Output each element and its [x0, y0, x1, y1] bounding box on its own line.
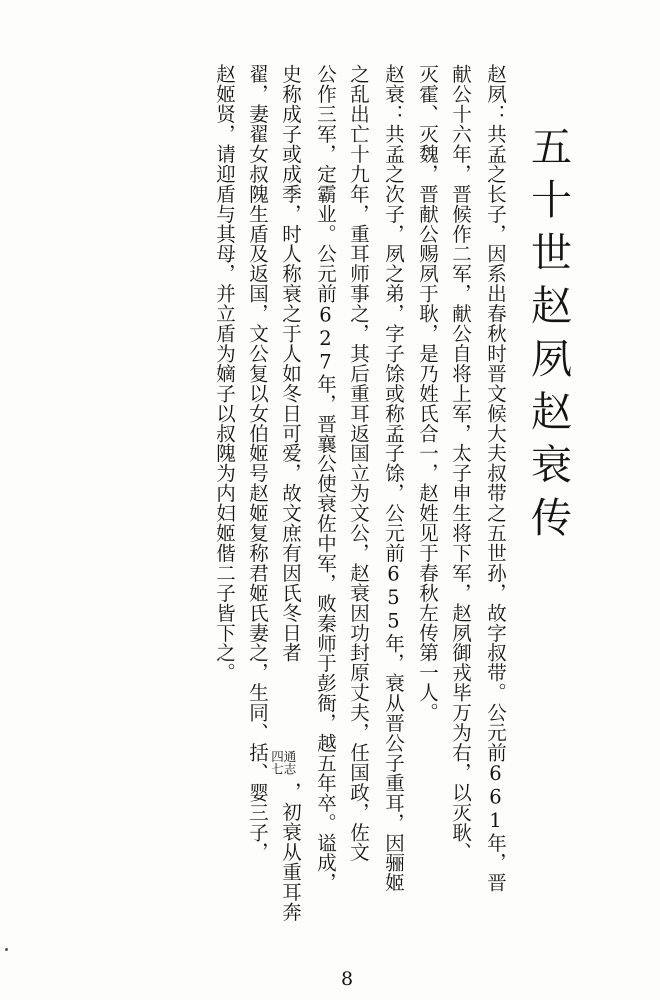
- page-number: 8: [340, 968, 354, 990]
- text-column-7-continuation: ，初衰从重耳奔: [279, 782, 302, 922]
- annotation-source-name: 通志: [282, 750, 297, 775]
- source-annotation: [269, 750, 295, 775]
- text-column-5: 之乱出亡十九年，重耳师事之，其后重耳返国立为文公，赵衰因功封原丈夫，任国政，佐文: [347, 64, 370, 862]
- page-title: 五十世赵夙赵衰传: [524, 125, 572, 549]
- text-column-1: 赵夙：共孟之长子，因系出春秋时晋文候大夫叔带之五世孙，故字叔带。公元前661年，晋: [484, 64, 507, 893]
- text-column-4: 赵衰：共孟之次子，夙之弟，字子馀或称孟子馀，公元前655年，衰从晋公子重耳，因骊姬: [382, 64, 405, 893]
- scan-speck: [5, 948, 8, 951]
- text-column-3: 灭霍、灭魏，晋献公赐夙于耿，是乃姓氏合一，赵姓见于春秋左传第一人。: [416, 64, 439, 723]
- text-column-6: 公作三军，定霸业。公元前627年，晋襄公使衰佐中军，败秦师于彭衙，越五年卒。谥成，: [314, 64, 337, 893]
- text-column-7: 史称成子或成季，时人称衰之于人如冬日可爱，故文庶有因氏冬日者: [279, 64, 302, 663]
- text-column-9: 赵姬贤，请迎盾与其母，并立盾为嫡子以叔隗为内妇姬偕二子皆下之。: [213, 64, 236, 683]
- text-column-8: 翟，妻翟女叔隗生盾及返国，文公复以女伯姬号赵姬复称君姬氏妻之，生同、括、婴三子，: [246, 64, 269, 862]
- annotation-volume-number: 四七: [269, 750, 285, 775]
- text-column-2: 献公十六年，晋候作二军，献公自将上军，太子申生将下军，赵夙御戎毕万为右，以灭耿、: [449, 64, 472, 862]
